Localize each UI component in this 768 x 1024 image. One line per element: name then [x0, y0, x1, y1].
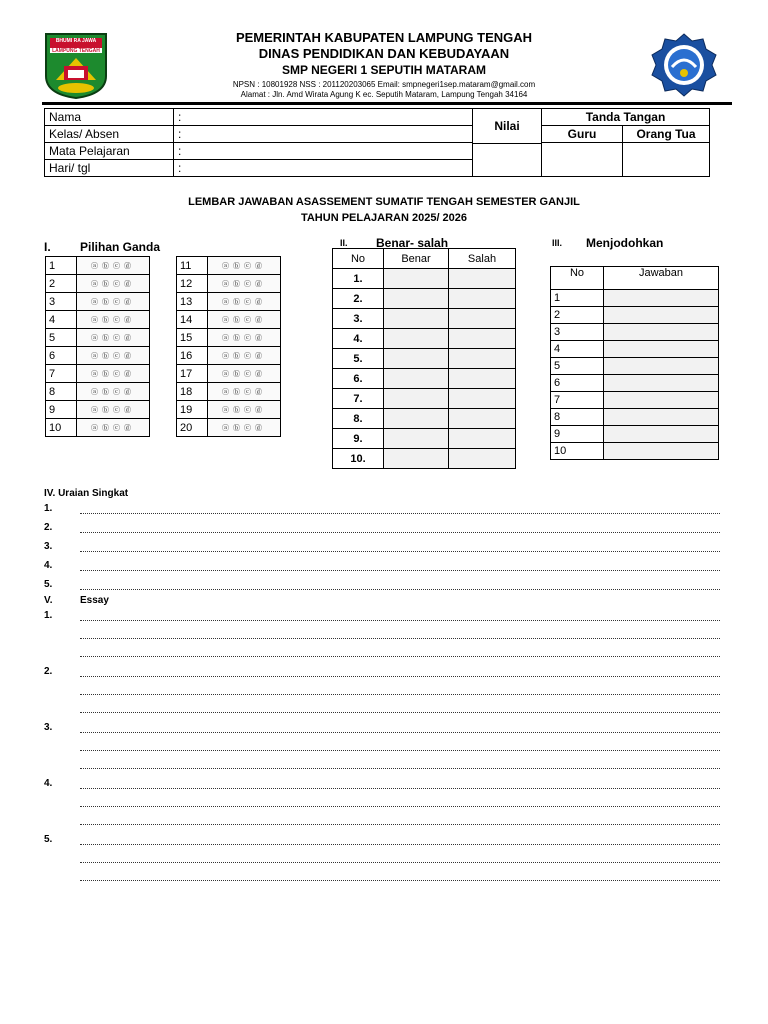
- header-line-1: PEMERINTAH KABUPATEN LAMPUNG TENGAH: [235, 30, 533, 45]
- mc-question-number: 15: [177, 329, 208, 347]
- short-answer-number: 4.: [44, 560, 53, 571]
- mc-question-number: 4: [46, 311, 77, 329]
- mc-answer-options[interactable]: ⓐⓑⓒⓓ: [77, 257, 150, 275]
- tf-salah-cell[interactable]: [449, 329, 516, 349]
- mc-question-number: 20: [177, 419, 208, 437]
- tf-benar-cell[interactable]: [384, 429, 449, 449]
- match-answer-cell[interactable]: [604, 375, 719, 392]
- tf-salah-cell[interactable]: [449, 409, 516, 429]
- essay-line[interactable]: [80, 694, 720, 695]
- mc-question-number: 17: [177, 365, 208, 383]
- nilai-label: Nilai: [473, 109, 541, 144]
- header-line-3: SMP NEGERI 1 SEPUTIH MATARAM: [281, 63, 487, 77]
- tf-number: 6.: [333, 369, 384, 389]
- header-rule: [42, 102, 732, 105]
- header-line-4: NPSN : 10801928 NSS : 201120203065 Email: smpnegeri1sep.mataram@gmail.com: [232, 80, 536, 89]
- essay-number: 2.: [44, 666, 53, 677]
- match-number: 4: [551, 341, 604, 358]
- mc-question-number: 1: [46, 257, 77, 275]
- short-answer-number: 5.: [44, 579, 53, 590]
- multiple-choice-right: [176, 256, 281, 437]
- mc-row: [46, 329, 150, 347]
- true-false-table: [332, 248, 516, 469]
- tf-number: 8.: [333, 409, 384, 429]
- tf-number: 2.: [333, 289, 384, 309]
- mc-answer-options[interactable]: ⓐⓑⓒⓓ: [208, 347, 281, 365]
- essay-number: 3.: [44, 722, 53, 733]
- tf-salah-cell[interactable]: [449, 369, 516, 389]
- mc-question-number: 9: [46, 401, 77, 419]
- form-title-1: LEMBAR JAWABAN ASASSEMENT SUMATIF TENGAH SEMESTER GANJIL: [188, 196, 580, 208]
- match-number: 3: [551, 324, 604, 341]
- tf-row: [333, 409, 516, 429]
- mc-answer-options[interactable]: ⓐⓑⓒⓓ: [77, 419, 150, 437]
- tf-number: 3.: [333, 309, 384, 329]
- tf-salah-cell[interactable]: [449, 349, 516, 369]
- tf-salah-cell[interactable]: [449, 309, 516, 329]
- tf-salah-cell[interactable]: [449, 429, 516, 449]
- essay-number: 5.: [44, 834, 53, 845]
- tf-header-salah: Salah: [449, 249, 516, 269]
- match-number: 7: [551, 392, 604, 409]
- tf-benar-cell[interactable]: [384, 369, 449, 389]
- match-number: 9: [551, 426, 604, 443]
- tf-number: 9.: [333, 429, 384, 449]
- mc-answer-options[interactable]: ⓐⓑⓒⓓ: [208, 293, 281, 311]
- guru-signature-box[interactable]: [542, 143, 623, 177]
- match-number: 10: [551, 443, 604, 460]
- match-answer-cell[interactable]: [604, 409, 719, 426]
- mc-row: [177, 401, 281, 419]
- tf-row: [333, 449, 516, 469]
- essay-line[interactable]: [80, 712, 720, 713]
- section-3-number: III.: [552, 238, 563, 248]
- mc-row: [177, 419, 281, 437]
- short-answer-line[interactable]: [80, 513, 720, 514]
- matching-table: [550, 266, 719, 460]
- essay-line[interactable]: [80, 862, 720, 863]
- essay-number: 4.: [44, 778, 53, 789]
- mc-answer-options[interactable]: ⓐⓑⓒⓓ: [208, 383, 281, 401]
- date-label: Hari/ tgl: [45, 160, 174, 177]
- essay-line[interactable]: [80, 844, 720, 845]
- mc-question-number: 3: [46, 293, 77, 311]
- match-answer-cell[interactable]: [604, 307, 719, 324]
- match-row: [551, 443, 719, 460]
- mc-answer-options[interactable]: ⓐⓑⓒⓓ: [77, 347, 150, 365]
- mc-row: [46, 293, 150, 311]
- mc-question-number: 5: [46, 329, 77, 347]
- tf-row: [333, 349, 516, 369]
- name-label: Nama: [45, 109, 174, 126]
- section-5-number: V.: [44, 595, 53, 606]
- match-row: [551, 426, 719, 443]
- subject-field[interactable]: :: [174, 143, 473, 160]
- mc-answer-options[interactable]: ⓐⓑⓒⓓ: [208, 257, 281, 275]
- orang-tua-label: Orang Tua: [623, 126, 710, 143]
- tf-benar-cell[interactable]: [384, 309, 449, 329]
- mc-row: [46, 311, 150, 329]
- mc-row: [177, 275, 281, 293]
- tf-salah-cell[interactable]: [449, 389, 516, 409]
- logo-top-text: BHUMI RA JAWA: [55, 38, 97, 44]
- mc-row: [177, 347, 281, 365]
- section-2-number: II.: [340, 238, 348, 248]
- mc-answer-options[interactable]: ⓐⓑⓒⓓ: [208, 401, 281, 419]
- match-answer-cell[interactable]: [604, 426, 719, 443]
- tf-benar-cell[interactable]: [384, 389, 449, 409]
- mc-question-number: 11: [177, 257, 208, 275]
- mc-answer-options[interactable]: ⓐⓑⓒⓓ: [77, 311, 150, 329]
- mc-question-number: 12: [177, 275, 208, 293]
- mc-row: [177, 257, 281, 275]
- tf-header-no: No: [333, 249, 384, 269]
- mc-answer-options[interactable]: ⓐⓑⓒⓓ: [208, 329, 281, 347]
- match-row: [551, 375, 719, 392]
- section-2-title: Benar- salah: [376, 236, 449, 250]
- essay-number: 1.: [44, 610, 53, 621]
- section-5-title: Essay: [80, 595, 109, 606]
- tf-number: 1.: [333, 269, 384, 289]
- match-row: [551, 409, 719, 426]
- section-1-number: I.: [44, 240, 51, 254]
- name-field[interactable]: :: [174, 109, 473, 126]
- short-answer-number: 2.: [44, 522, 53, 533]
- match-answer-cell[interactable]: [604, 324, 719, 341]
- short-answer-line[interactable]: [80, 551, 720, 552]
- match-number: 5: [551, 358, 604, 375]
- mc-answer-options[interactable]: ⓐⓑⓒⓓ: [208, 311, 281, 329]
- mc-question-number: 13: [177, 293, 208, 311]
- match-row: [551, 358, 719, 375]
- header-line-2: DINAS PENDIDIKAN DAN KEBUDAYAAN: [258, 46, 510, 61]
- match-row: [551, 341, 719, 358]
- match-number: 6: [551, 375, 604, 392]
- match-header-no: No: [551, 267, 604, 290]
- essay-line[interactable]: [80, 676, 720, 677]
- section-4-title: IV. Uraian Singkat: [44, 488, 129, 499]
- mc-question-number: 2: [46, 275, 77, 293]
- essay-line[interactable]: [80, 824, 720, 825]
- essay-line[interactable]: [80, 788, 720, 789]
- tf-salah-cell[interactable]: [449, 269, 516, 289]
- tf-row: [333, 389, 516, 409]
- short-answer-line[interactable]: [80, 589, 720, 590]
- guru-label: Guru: [542, 126, 623, 143]
- tf-number: 4.: [333, 329, 384, 349]
- match-row: [551, 307, 719, 324]
- mc-row: [46, 419, 150, 437]
- mc-row: [177, 293, 281, 311]
- identity-table: [44, 108, 710, 177]
- essay-line[interactable]: [80, 656, 720, 657]
- tf-row: [333, 309, 516, 329]
- tf-benar-cell[interactable]: [384, 409, 449, 429]
- tf-row: [333, 429, 516, 449]
- subject-label: Mata Pelajaran: [45, 143, 174, 160]
- essay-line[interactable]: [80, 750, 720, 751]
- tf-number: 7.: [333, 389, 384, 409]
- mc-row: [46, 401, 150, 419]
- match-header-jawaban: Jawaban: [604, 267, 719, 290]
- mc-question-number: 8: [46, 383, 77, 401]
- match-number: 2: [551, 307, 604, 324]
- short-answer-line[interactable]: [80, 570, 720, 571]
- mc-question-number: 10: [46, 419, 77, 437]
- match-answer-cell[interactable]: [604, 290, 719, 307]
- mc-answer-options[interactable]: ⓐⓑⓒⓓ: [77, 293, 150, 311]
- essay-line[interactable]: [80, 768, 720, 769]
- mc-question-number: 6: [46, 347, 77, 365]
- match-answer-cell[interactable]: [604, 358, 719, 375]
- parent-signature-box[interactable]: [623, 143, 710, 177]
- mc-row: [46, 365, 150, 383]
- section-3-title: Menjodohkan: [586, 236, 664, 250]
- mc-row: [46, 383, 150, 401]
- class-label: Kelas/ Absen: [45, 126, 174, 143]
- form-title-2: TAHUN PELAJARAN 2025/ 2026: [300, 212, 468, 224]
- tf-row: [333, 369, 516, 389]
- tf-benar-cell[interactable]: [384, 349, 449, 369]
- mc-question-number: 7: [46, 365, 77, 383]
- tf-benar-cell[interactable]: [384, 289, 449, 309]
- tf-header-benar: Benar: [384, 249, 449, 269]
- essay-line[interactable]: [80, 806, 720, 807]
- mc-answer-options[interactable]: ⓐⓑⓒⓓ: [77, 365, 150, 383]
- mc-row: [177, 329, 281, 347]
- mc-row: [177, 383, 281, 401]
- nilai-cell[interactable]: [473, 109, 542, 177]
- tf-row: [333, 329, 516, 349]
- mc-row: [46, 347, 150, 365]
- short-answer-line[interactable]: [80, 532, 720, 533]
- mc-answer-options[interactable]: ⓐⓑⓒⓓ: [208, 365, 281, 383]
- mc-question-number: 19: [177, 401, 208, 419]
- match-row: [551, 392, 719, 409]
- section-1-title: Pilihan Ganda: [80, 240, 161, 254]
- tf-benar-cell[interactable]: [384, 329, 449, 349]
- match-answer-cell[interactable]: [604, 341, 719, 358]
- header-line-5: Alamat : Jln. Amd Wirata Agung K ec. Seputih Mataram, Lampung Tengah 34164: [240, 90, 528, 99]
- mc-question-number: 14: [177, 311, 208, 329]
- essay-line[interactable]: [80, 620, 720, 621]
- essay-line[interactable]: [80, 880, 720, 881]
- mc-row: [46, 275, 150, 293]
- mc-answer-options[interactable]: ⓐⓑⓒⓓ: [208, 419, 281, 437]
- match-row: [551, 290, 719, 307]
- tf-salah-cell[interactable]: [449, 289, 516, 309]
- mc-question-number: 18: [177, 383, 208, 401]
- mc-answer-options[interactable]: ⓐⓑⓒⓓ: [77, 329, 150, 347]
- match-number: 8: [551, 409, 604, 426]
- match-answer-cell[interactable]: [604, 392, 719, 409]
- mc-question-number: 16: [177, 347, 208, 365]
- mc-answer-options[interactable]: ⓐⓑⓒⓓ: [208, 275, 281, 293]
- mc-row: [46, 257, 150, 275]
- tf-number: 5.: [333, 349, 384, 369]
- short-answer-number: 3.: [44, 541, 53, 552]
- tanda-tangan-label: Tanda Tangan: [542, 109, 710, 126]
- mc-answer-options[interactable]: ⓐⓑⓒⓓ: [77, 401, 150, 419]
- essay-line[interactable]: [80, 638, 720, 639]
- tf-benar-cell[interactable]: [384, 269, 449, 289]
- match-row: [551, 324, 719, 341]
- tf-benar-cell[interactable]: [384, 449, 449, 469]
- mc-answer-options[interactable]: ⓐⓑⓒⓓ: [77, 275, 150, 293]
- tf-row: [333, 269, 516, 289]
- mc-row: [177, 311, 281, 329]
- tf-row: [333, 289, 516, 309]
- tf-salah-cell[interactable]: [449, 449, 516, 469]
- match-answer-cell[interactable]: [604, 443, 719, 460]
- essay-line[interactable]: [80, 732, 720, 733]
- class-field[interactable]: :: [174, 126, 473, 143]
- mc-row: [177, 365, 281, 383]
- short-answer-number: 1.: [44, 503, 53, 514]
- mc-answer-options[interactable]: ⓐⓑⓒⓓ: [77, 383, 150, 401]
- logo-bottom-text: LAMPUNG TENGAH: [52, 48, 100, 54]
- multiple-choice-left: [45, 256, 150, 437]
- date-field[interactable]: :: [174, 160, 473, 177]
- match-number: 1: [551, 290, 604, 307]
- tf-number: 10.: [333, 449, 384, 469]
